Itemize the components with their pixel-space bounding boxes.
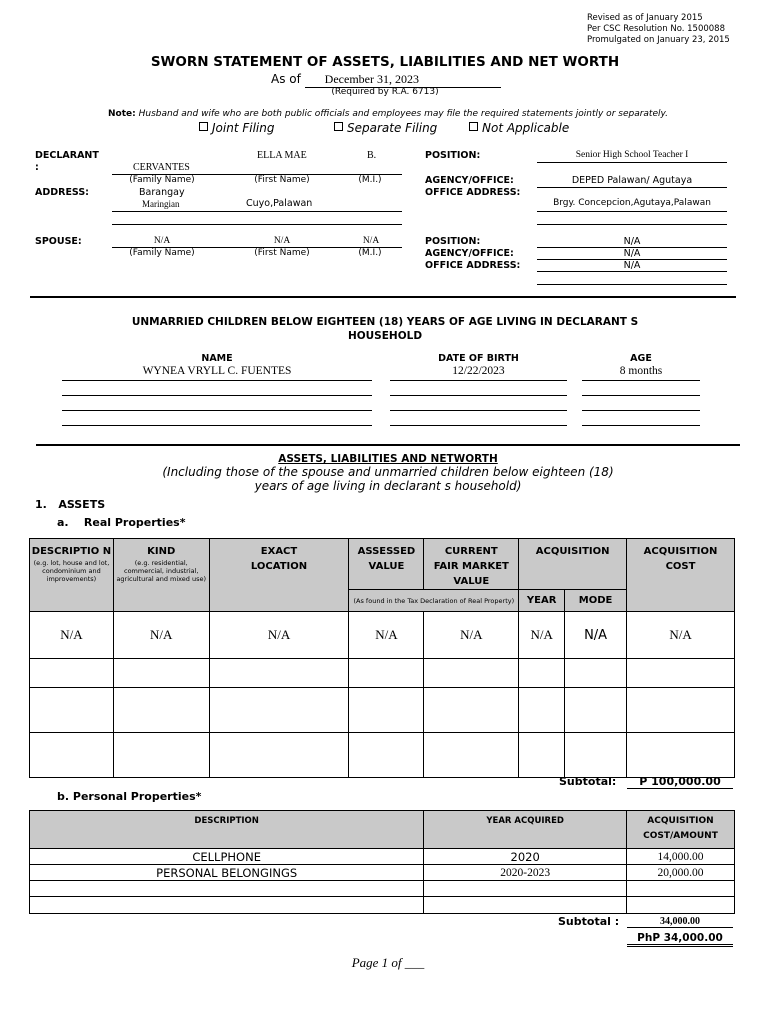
page-title: SWORN STATEMENT OF ASSETS, LIABILITIES AND NET WORTH (150, 54, 620, 70)
cell-acq-cost[interactable]: N/A (627, 612, 735, 659)
table-row (30, 865, 735, 881)
revision-line: Per CSC Resolution No. 1500088 (587, 24, 726, 34)
page-number: Page 1 of ___ (351, 955, 425, 970)
family-name-caption: (Family Name) (129, 175, 195, 185)
as-of-label: As of (271, 72, 301, 86)
spouse-position-label: POSITION: (425, 236, 481, 247)
filing-option-na[interactable] (469, 121, 569, 135)
table-row (30, 881, 735, 897)
checkbox-icon (199, 122, 208, 131)
checkbox-icon (334, 122, 343, 131)
mi-caption: (M.I.) (358, 248, 382, 258)
cell-description[interactable]: N/A (30, 612, 114, 659)
alnw-sub-line: (Including those of the spouse and unmarried children below eighteen (18) (162, 465, 614, 479)
child-dob[interactable]: 12/22/2023 (452, 365, 505, 377)
cell-cost[interactable]: 20,000.00 (627, 865, 735, 881)
declarant-mi[interactable]: B. (367, 150, 377, 161)
header-mode: MODE (565, 590, 627, 612)
table-row (30, 612, 735, 659)
col-header-age: AGE (630, 353, 652, 364)
child-name[interactable]: WYNEA VRYLL C. FUENTES (142, 365, 292, 377)
as-of-row (271, 72, 501, 88)
revision-note (587, 13, 730, 46)
personal-subtotal-label: Subtotal : (558, 915, 620, 928)
personal-php-total: PhP 34,000.00 (627, 932, 733, 947)
cell-assessed[interactable]: N/A (349, 612, 424, 659)
table-row (30, 659, 735, 688)
cell-description[interactable]: PERSONAL BELONGINGS (30, 865, 424, 881)
header-acq-cost: ACQUISITION COST (627, 539, 735, 612)
spouse-family-name[interactable]: N/A (153, 236, 171, 246)
family-name-caption: (Family Name) (129, 248, 195, 258)
mi-caption: (M.I.) (358, 175, 382, 185)
declarant-first-name[interactable]: ELLA MAE (257, 150, 307, 161)
note-text: Husband and wife who are both public officials and employees may file the required statements jointly or separately. (138, 109, 668, 119)
real-properties-table (29, 538, 735, 778)
header-text: DESCRIPTIO N (31, 546, 112, 557)
spouse-position[interactable]: N/A (623, 236, 641, 247)
spouse-office-label: OFFICE ADDRESS: (425, 260, 521, 271)
cell-fair-market[interactable]: N/A (424, 612, 519, 659)
address-line[interactable]: Maringian (142, 199, 180, 209)
header-note: (As found in the Tax Declaration of Real Property) (353, 596, 515, 605)
cell-year[interactable]: N/A (519, 612, 565, 659)
header-description: DESCRIPTION (30, 811, 424, 849)
declarant-agency[interactable]: DEPED Palawan/ Agutaya (571, 175, 693, 186)
child-age[interactable]: 8 months (619, 365, 663, 377)
header-kind (113, 539, 209, 612)
spouse-mi[interactable]: N/A (362, 236, 380, 246)
section-divider (30, 296, 736, 298)
cell-location[interactable]: N/A (209, 612, 349, 659)
table-row (30, 897, 735, 914)
col-header-name: NAME (201, 353, 233, 364)
required-by: (Required by R.A. 6713) (331, 87, 439, 97)
header-acquisition: ACQUISITION (519, 539, 627, 590)
cell-cost[interactable]: 14,000.00 (627, 849, 735, 865)
first-name-caption: (First Name) (254, 248, 310, 258)
filing-option-separate[interactable] (334, 121, 437, 135)
address-line[interactable]: Barangay (139, 187, 185, 198)
real-properties-label: a. Real Properties* (57, 516, 186, 529)
note-label: Note: (108, 109, 136, 119)
declarant-label (35, 150, 99, 174)
revision-line: Revised as of January 2015 (587, 13, 703, 23)
spouse-first-name[interactable]: N/A (273, 236, 291, 246)
header-description (30, 539, 114, 612)
filing-option-joint[interactable] (199, 121, 274, 135)
section-divider (36, 444, 740, 446)
children-heading (0, 315, 768, 343)
alnw-subheading (0, 465, 768, 493)
spouse-agency-label: AGENCY/OFFICE: (425, 248, 514, 259)
personal-subtotal-value: 34,000.00 (627, 916, 733, 928)
personal-properties-label: b. Personal Properties* (57, 790, 202, 803)
table-row (30, 733, 735, 778)
cell-year[interactable]: 2020 (424, 849, 627, 865)
real-subtotal-value: P 100,000.00 (627, 775, 733, 789)
header-note: (e.g. lot, house and lot, condominium and improvements) (33, 559, 110, 583)
header-text: KIND (147, 546, 176, 557)
header-tax-note (349, 590, 519, 612)
cell-year[interactable]: 2020-2023 (424, 865, 627, 881)
address-line[interactable]: Cuyo,Palawan (246, 198, 313, 209)
children-heading-line: UNMARRIED CHILDREN BELOW EIGHTEEN (18) YEARS OF AGE LIVING IN DECLARANT S (131, 316, 639, 328)
spouse-label: SPOUSE: (35, 236, 82, 247)
checkbox-icon (469, 122, 478, 131)
table-row (30, 849, 735, 865)
header-fair-market: CURRENT FAIR MARKET VALUE (424, 539, 519, 590)
declarant-family-name[interactable]: CERVANTES (133, 162, 190, 173)
declarant-position[interactable]: Senior High School Teacher I (575, 150, 689, 160)
cell-kind[interactable]: N/A (113, 612, 209, 659)
option-label: Separate Filing (347, 121, 438, 135)
note (0, 109, 768, 119)
label-text: DECLARANT (35, 150, 99, 161)
spouse-agency[interactable]: N/A (623, 248, 641, 259)
declarant-office-address[interactable]: Brgy. Concepcion,Agutaya,Palawan (553, 198, 711, 208)
address-label: ADDRESS: (35, 187, 89, 198)
header-location: EXACT LOCATION (209, 539, 349, 612)
col-header-dob: DATE OF BIRTH (438, 353, 519, 364)
alnw-sub-line: years of age living in declarant s household) (254, 479, 522, 493)
agency-label: AGENCY/OFFICE: (425, 175, 514, 186)
header-year: YEAR (519, 590, 565, 612)
office-address-label: OFFICE ADDRESS: (425, 187, 521, 198)
option-label: Joint Filing (212, 121, 275, 135)
revision-line: Promulgated on January 23, 2015 (587, 35, 730, 45)
cell-mode[interactable]: N/A (565, 612, 627, 659)
alnw-heading: ASSETS, LIABILITIES AND NETWORTH (278, 453, 498, 465)
first-name-caption: (First Name) (254, 175, 310, 185)
label-colon: : (35, 162, 39, 173)
real-subtotal-label: Subtotal: (559, 775, 617, 788)
table-row (30, 688, 735, 733)
cell-description[interactable]: CELLPHONE (30, 849, 424, 865)
as-of-date[interactable]: December 31, 2023 (305, 72, 501, 88)
header-note: (e.g. residential, commercial, industrial, agricultural and mixed use) (116, 559, 207, 583)
position-label: POSITION: (425, 150, 481, 161)
option-label: Not Applicable (482, 121, 570, 135)
spouse-office-address[interactable]: N/A (623, 260, 641, 271)
assets-label: 1. ASSETS (35, 498, 106, 511)
header-year-acquired: YEAR ACQUIRED (424, 811, 627, 849)
children-heading-line: HOUSEHOLD (347, 330, 423, 342)
header-acq-cost: ACQUISITION COST/AMOUNT (627, 811, 735, 849)
header-assessed: ASSESSED VALUE (349, 539, 424, 590)
personal-properties-table (29, 810, 735, 914)
